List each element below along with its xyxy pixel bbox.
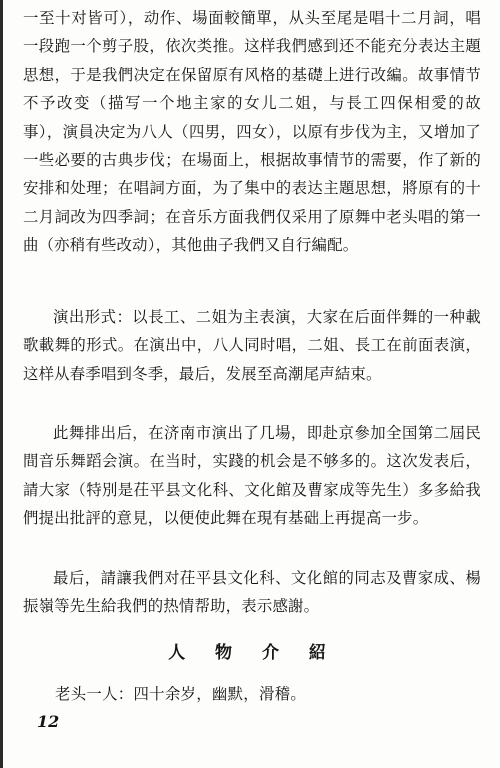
paragraph-performance-history: 此舞排出后，在济南市演出了几場，即赴京參加全国第二屆民間音乐舞蹈会演。在当时，实踐的机会是不够多的。这次发表后，請大家（特別是茌平县文化科、文化館及曹家成等先生）多多給我們提出批評的意見，以便使此舞在現有基础上再提高一步。 xyxy=(23,424,481,528)
paragraph-adaptation-notes: 一至十对皆可），动作、場面較簡單，从头至尾是唱十二月詞，唱一段跑一个剪子股，依次类推。这样我們感到还不能充分表达主題思想，于是我們决定在保留原有风格的基礎上进行改編。故事情节不予改变（描写一个地主家的女儿二姐，与長工四保相愛的故事），演員决定为八人（四男，四女），以原有步伐为主，又增加了一些必要的古典步伐；在場面上，根据故事情节的需要，作了新的安排和处理；在唱詞方面，为了集中的表达主題思想，將原有的十二月詞改为四季詞；在音乐方面我們仅采用了原舞中老头唱的第一曲（亦稍有些改动），其他曲子我們又自行編配。 xyxy=(23,9,481,255)
paragraph-acknowledgement: 最后，請讓我們对茌平县文化科、文化館的同志及曹家成、楊振嶺等先生給我們的热情帮助，表示感謝。 xyxy=(23,569,481,616)
paragraph-performance-form: 演出形式：以長工、二姐为主表演，大家在后面伴舞的一种載歌載舞的形式。在演出中，八人同时唱，二姐、長工在前面表演，这样从春季唱到冬季，最后，发展至高潮尾声結束。 xyxy=(23,308,481,383)
character-intro-old-man: 老头一人：四十余岁，幽默，滑稽。 xyxy=(55,685,307,703)
section-heading-characters: 人 物 介 紹 xyxy=(168,643,338,663)
page-number: 12 xyxy=(37,712,60,731)
